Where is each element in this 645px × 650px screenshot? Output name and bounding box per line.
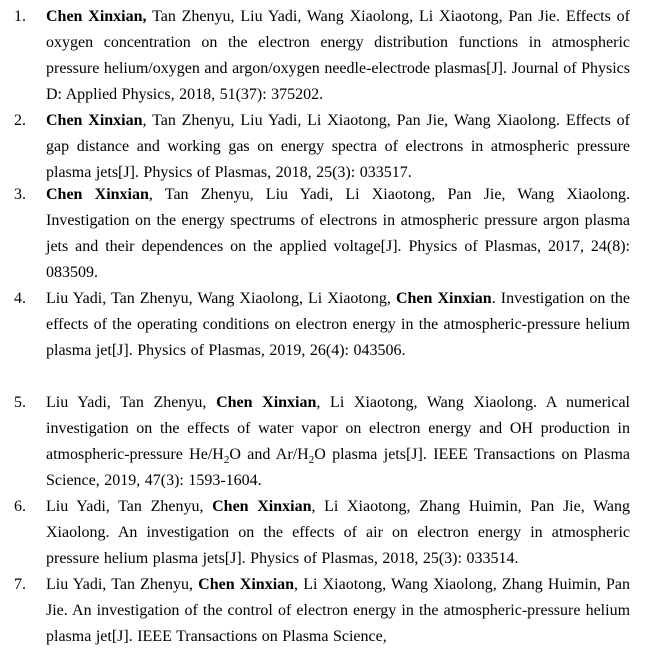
highlighted-author: Chen Xinxian [46,186,149,203]
reference-text [46,572,630,650]
author-separator: . [491,290,501,307]
co-authors: Tan Zhenyu, Liu Yadi, Wang Xiaolong, Li Xiaotong, Pan Jie. [146,8,566,25]
co-authors: , Li Xiaotong, Zhang Huimin, Pan Jie, Wang Xiaolong. [46,498,631,541]
subscript: 2 [223,454,230,467]
co-authors: , Li Xiaotong, Wang Xiaolong, Zhang Huimin, Pan Jie. [46,576,630,619]
highlighted-author: Chen Xinxian [46,112,143,129]
co-authors: Liu Yadi, Tan Zhenyu, [46,576,199,593]
reference-title: Effects of oxygen concentration on the electron energy distribution functions in atmospheric pressure helium/oxygen and argon/oxygen needle-electrode plasmas[J]. [46,8,630,77]
reference-item-4 [0,286,645,364]
reference-text [46,4,630,108]
co-authors: Liu Yadi, Tan Zhenyu, Wang Xiaolong, Li Xiaotong, [46,290,396,307]
highlighted-author: Chen Xinxian [212,498,312,515]
reference-source: IEEE Transactions on Plasma Science, [137,628,387,645]
reference-text [46,494,630,572]
reference-number: 4. [14,290,26,307]
reference-item-2 [0,108,645,186]
reference-title: An investigation on the effects of air on electron energy in atmospheric pressure helium plasma jets[J]. [46,524,630,567]
subscript: 2 [308,454,315,467]
reference-title: An investigation of the control of electron energy in the atmospheric-pressure helium plasma jet[J]. [46,602,631,645]
reference-source: Physics of Plasmas, 2018, 25(3): 033514. [250,550,519,567]
reference-item-1 [0,4,645,108]
co-authors: Liu Yadi, Tan Zhenyu, [46,498,213,515]
reference-title: O and Ar/H [229,446,309,463]
co-authors: , Tan Zhenyu, Liu Yadi, Li Xiaotong, Pan Jie, Wang Xiaolong. [148,186,630,203]
reference-source: Physics of Plasmas, 2017, 24(8): 083509. [46,238,630,281]
reference-title: A numerical investigation on the effects of water vapor on electron energy and OH production in atmospheric-pressure He/H [46,394,631,463]
reference-text [46,390,630,494]
reference-source: IEEE Transactions on Plasma Science, 2019, 47(3): 1593-1604. [46,446,630,489]
co-authors: Liu Yadi, Tan Zhenyu, [46,394,217,411]
reference-number: 7. [14,576,26,593]
reference-title: Effects of gap distance and working gas on energy spectra of electrons in atmospheric pressure plasma jets[J]. [46,112,630,181]
co-authors: , Li Xiaotong, Wang Xiaolong. [316,394,546,411]
reference-item-3 [0,182,645,286]
reference-item-6 [0,494,645,572]
highlighted-author: Chen Xinxian [395,290,492,307]
reference-text [46,182,630,286]
reference-source: Journal of Physics D: Applied Physics, 2018, 51(37): 375202. [46,60,631,103]
reference-number: 3. [14,186,26,203]
reference-number: 1. [14,8,26,25]
co-authors: , Tan Zhenyu, Liu Yadi, Li Xiaotong, Pan Jie, Wang Xiaolong. [142,112,566,129]
reference-title: Investigation on the effects of the operating conditions on electron energy in the atmospheric-pressure helium plasma jet[J]. [46,290,630,359]
highlighted-author: Chen Xinxian [198,576,295,593]
reference-title: Investigation on the energy spectrums of electrons in atmospheric pressure argon plasma jets and their dependences on the applied voltage[J]. [46,212,630,255]
reference-text [46,286,630,364]
highlighted-author: Chen Xinxian, [46,8,147,25]
reference-title: O plasma jets[J]. [314,446,434,463]
reference-item-7 [0,572,645,650]
reference-text [46,108,630,186]
reference-item-5 [0,390,645,494]
reference-source: Physics of Plasmas, 2019, 26(4): 043506. [137,342,406,359]
reference-number: 2. [14,112,26,129]
reference-number: 6. [14,498,26,515]
reference-source: Physics of Plasmas, 2018, 25(3): 033517. [143,164,412,181]
highlighted-author: Chen Xinxian [216,394,317,411]
reference-number: 5. [14,394,26,411]
